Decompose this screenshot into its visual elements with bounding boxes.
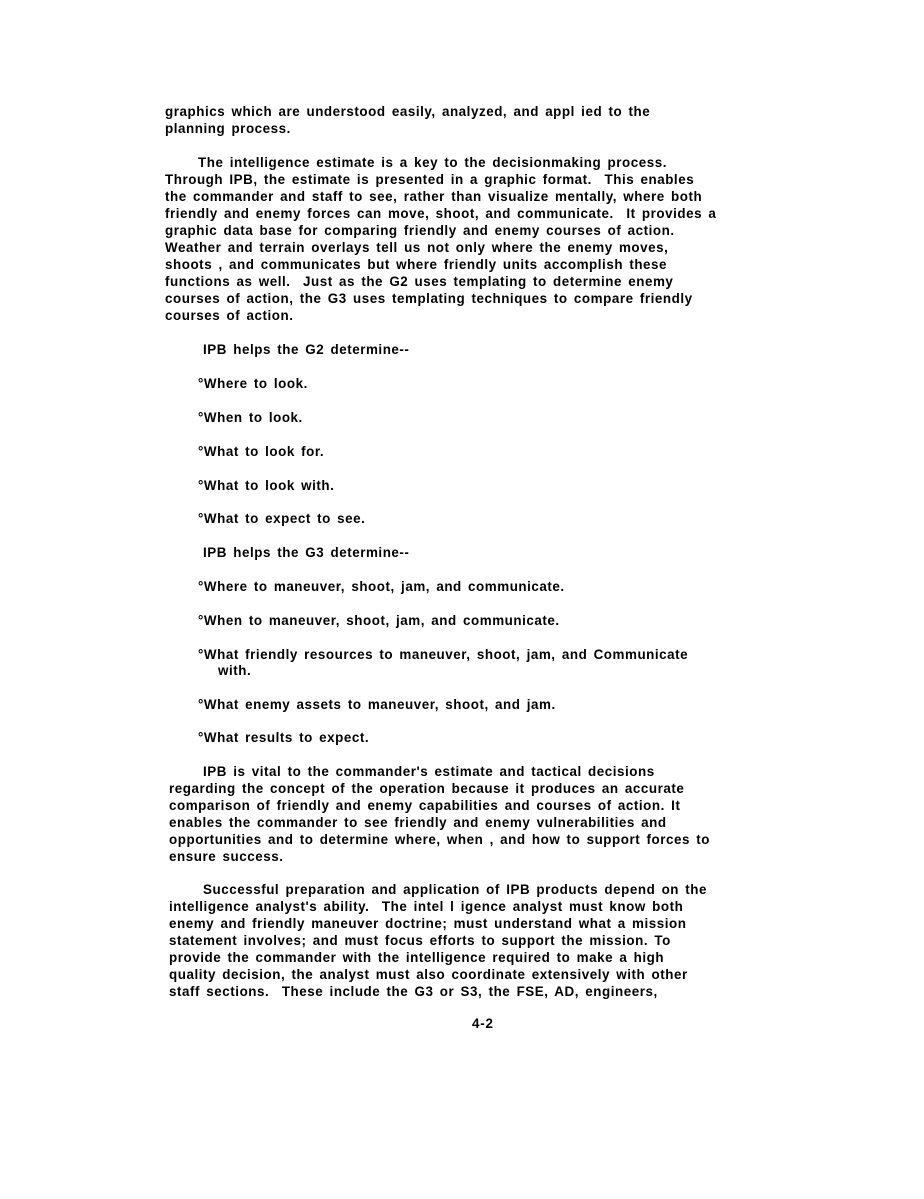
paragraph-successful-line: enemy and friendly maneuver doctrine; must understand what a mission bbox=[169, 916, 687, 931]
g3-list-item: °What enemy assets to maneuver, shoot, and jam. bbox=[198, 697, 556, 712]
g3-list-item: °When to maneuver, shoot, jam, and communicate. bbox=[198, 613, 560, 628]
g2-list-item: °What to look for. bbox=[198, 444, 325, 459]
g2-list-item: °What to expect to see. bbox=[198, 511, 366, 526]
paragraph-vital-line: comparison of friendly and enemy capabilities and courses of action. It bbox=[169, 798, 681, 813]
g3-list-item: °Where to maneuver, shoot, jam, and communicate. bbox=[198, 579, 565, 594]
paragraph-estimate-line: courses of action, the G3 uses templating techniques to compare friendly bbox=[165, 291, 693, 306]
paragraph-estimate-line: courses of action. bbox=[165, 308, 294, 323]
paragraph-vital-line: ensure success. bbox=[169, 849, 284, 864]
paragraph-estimate-line: graphic data base for comparing friendly and enemy courses of action. bbox=[165, 223, 675, 238]
paragraph-continuation-line: graphics which are understood easily, analyzed, and appl ied to the bbox=[165, 104, 651, 119]
paragraph-continuation-line: planning process. bbox=[165, 121, 291, 136]
paragraph-successful-line: statement involves; and must focus efforts to support the mission. To bbox=[169, 933, 671, 948]
paragraph-vital-line: IPB is vital to the commander's estimate and tactical decisions bbox=[203, 764, 655, 779]
g3-list-item: °What results to expect. bbox=[198, 730, 370, 745]
paragraph-estimate-line: shoots , and communicates but where friendly units accomplish these bbox=[165, 257, 668, 272]
g3-list-item: °What friendly resources to maneuver, shoot, jam, and Communicate bbox=[198, 647, 689, 662]
paragraph-estimate-line: the commander and staff to see, rather than visualize mentally, where both bbox=[165, 189, 703, 204]
paragraph-estimate-line: functions as well. Just as the G2 uses templating to determine enemy bbox=[165, 274, 674, 289]
paragraph-successful-line: intelligence analyst's ability. The intel l igence analyst must know both bbox=[169, 899, 684, 914]
g2-list-item: °Where to look. bbox=[198, 376, 308, 391]
paragraph-estimate-line: Through IPB, the estimate is presented in a graphic format. This enables bbox=[165, 172, 695, 187]
paragraph-successful-line: provide the commander with the intelligence required to make a high bbox=[169, 950, 665, 965]
paragraph-vital-line: enables the commander to see friendly and enemy vulnerabilities and bbox=[169, 815, 667, 830]
g3-list-item-continuation: with. bbox=[218, 663, 252, 678]
paragraph-successful-line: quality decision, the analyst must also coordinate extensively with other bbox=[169, 967, 688, 982]
paragraph-successful-line: staff sections. These include the G3 or S3, the FSE, AD, engineers, bbox=[169, 984, 658, 999]
paragraph-vital-line: opportunities and to determine where, when , and how to support forces to bbox=[169, 832, 711, 847]
paragraph-successful-line: Successful preparation and application of IPB products depend on the bbox=[203, 882, 708, 897]
g2-list-item: °What to look with. bbox=[198, 478, 335, 493]
g2-heading: IPB helps the G2 determine-- bbox=[203, 342, 410, 357]
g2-list-item: °When to look. bbox=[198, 410, 303, 425]
paragraph-estimate-line: The intelligence estimate is a key to the decisionmaking process. bbox=[198, 155, 668, 170]
g3-heading: IPB helps the G3 determine-- bbox=[203, 545, 410, 560]
paragraph-vital-line: regarding the concept of the operation because it produces an accurate bbox=[169, 781, 685, 796]
paragraph-estimate-line: friendly and enemy forces can move, shoot, and communicate. It provides a bbox=[165, 206, 717, 221]
page-number: 4-2 bbox=[472, 1016, 494, 1031]
paragraph-estimate-line: Weather and terrain overlays tell us not only where the enemy moves, bbox=[165, 240, 669, 255]
